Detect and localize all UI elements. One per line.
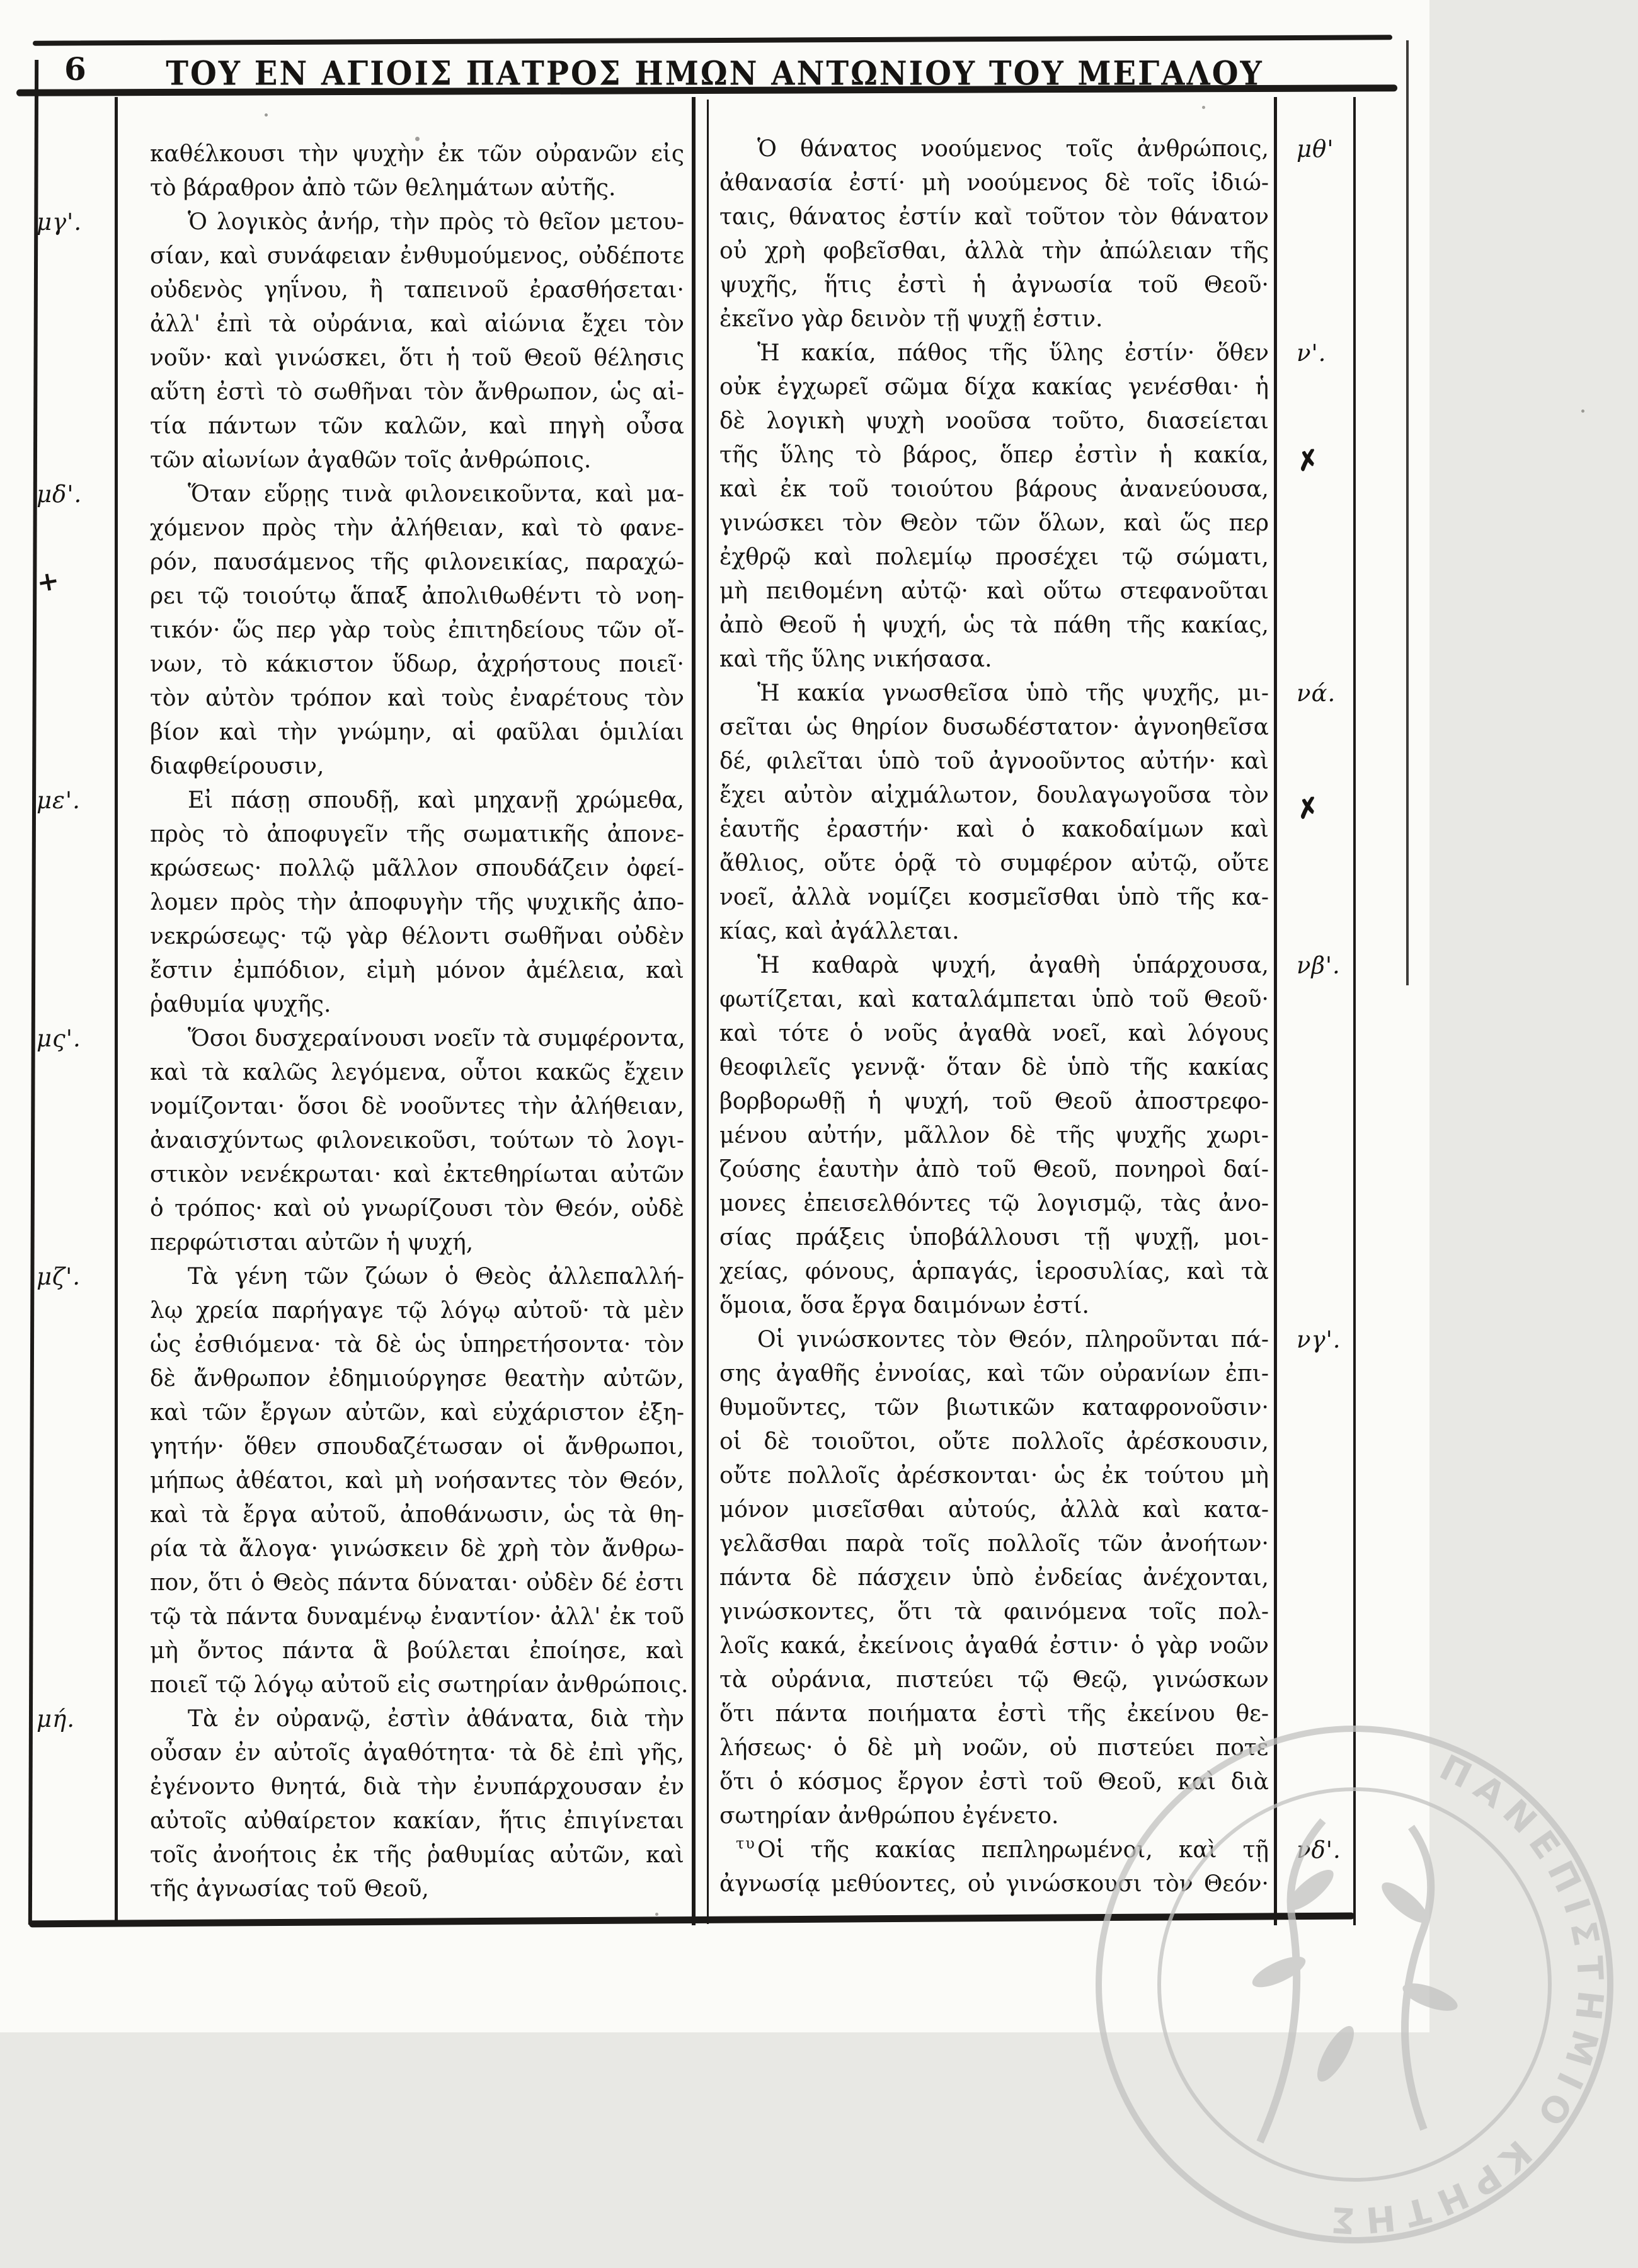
text-line: σίαν, καὶ συνάφειαν ἐνθυμούμενος, οὐδέποτε	[150, 243, 684, 269]
page-edge-rule	[1406, 40, 1409, 985]
text-line: καὶ ἐκ τοῦ τοιούτου βάρους ἀνανεύουσα,	[719, 476, 1269, 502]
text-line: στικὸν νενέκρωται· καὶ ἐκτεθηρίωται αὐτῶν	[150, 1162, 684, 1188]
text-line: Οἱ γινώσκοντες τὸν Θεόν, πληροῦνται πά-	[757, 1327, 1269, 1353]
center-column-rule-thin	[707, 100, 709, 1924]
text-line: ῥαθυμία ψυχῆς.	[150, 992, 331, 1017]
text-line: ὅτι ὁ κόσμος ἔργον ἐστὶ τοῦ Θεοῦ, καὶ διὰ	[719, 1769, 1269, 1795]
text-line: μένου αὐτήν, μᾶλλον δὲ τῆς ψυχῆς χωρι-	[719, 1123, 1269, 1148]
scan-noise	[265, 113, 268, 117]
page-number: 6	[64, 50, 86, 88]
text-line: οὖσαν ἐν αὐτοῖς ἀγαθότητα· τὰ δὲ ἐπὶ γῆς,	[150, 1740, 684, 1766]
text-line: ἐκεῖνο γὰρ δεινὸν τῇ ψυχῇ ἐστιν.	[719, 306, 1103, 332]
margin-section-number: μθ'	[1297, 135, 1334, 163]
center-column-rule	[692, 97, 696, 1925]
text-line: αὕτη ἐστὶ τὸ σωθῆναι τὸν ἄνθρωπον, ὡς αἰ-	[150, 379, 684, 405]
text-line: νεκρώσεως· τῷ γὰρ θέλοντι σωθῆναι οὐδὲν	[150, 924, 684, 949]
text-line: ἀγνωσίᾳ μεθύοντες, οὐ γινώσκουσι τὸν Θεόν·	[719, 1871, 1269, 1897]
text-line: ρει τῷ τοιούτῳ ἅπαξ ἀπολιθωθέντι τὸ νοη-	[150, 583, 684, 609]
margin-section-number: μς'.	[37, 1025, 81, 1052]
text-line: Ὁ λογικὸς ἀνήρ, τὴν πρὸς τὸ θεῖον μετου-	[188, 209, 684, 235]
text-line: Οἱ τῆς κακίας πεπληρωμένοι, καὶ τῇ	[757, 1837, 1269, 1863]
text-line: πάντα δὲ πάσχειν ὑπὸ ἐνδείας ἀνέχονται,	[719, 1565, 1269, 1591]
text-line: ἔστιν ἐμπόδιον, εἰμὴ μόνον ἀμέλεια, καὶ	[150, 958, 684, 983]
text-line: μὴ πειθομένη αὐτῷ· καὶ οὕτω στεφανοῦται	[719, 578, 1269, 604]
text-line: τῆς ὕλης τὸ βάρος, ὅπερ ἐστὶν ἡ κακία,	[719, 442, 1269, 468]
text-line: ζούσης ἑαυτὴν ἀπὸ τοῦ Θεοῦ, πονηροὶ δαί-	[719, 1157, 1269, 1183]
olive-branch-icon	[1405, 1827, 1431, 2129]
text-line: Τὰ ἐν οὐρανῷ, ἐστὶν ἀθάνατα, διὰ τὴν	[188, 1706, 684, 1732]
text-line: θυμοῦντες, τῶν βιωτικῶν καταφρονοῦσιν·	[719, 1395, 1269, 1421]
text-line: διαφθείρουσιν,	[150, 753, 324, 779]
text-line: Εἰ πάσῃ σπουδῇ, καὶ μηχανῇ χρώμεθα,	[188, 788, 684, 813]
text-line: τὰ οὐράνια, πιστεύει τῷ Θεῷ, γινώσκων	[719, 1667, 1269, 1693]
library-stamp-watermark	[1071, 1701, 1638, 2268]
text-line: ὅμοια, ὅσα ἔργα δαιμόνων ἐστί.	[719, 1293, 1089, 1319]
text-line: κρώσεως· πολλῷ μᾶλλον σπουδάζειν ὀφεί-	[150, 856, 684, 881]
text-line: Ὅταν εὕρῃς τινὰ φιλονεικοῦντα, καὶ μα-	[188, 481, 684, 507]
right-margin-outer-rule	[1353, 97, 1356, 1925]
text-line: οὔτε πολλοῖς ἀρέσκονται· ὡς ἐκ τούτου μὴ	[719, 1463, 1269, 1489]
margin-section-number: νβ'.	[1297, 952, 1341, 979]
text-line: ρία τὰ ἄλογα· γινώσκειν δὲ χρὴ τὸν ἄνθρω-	[150, 1536, 684, 1562]
text-line: ἀθανασία ἐστί· μὴ νοούμενος δὲ τοῖς ἰδιώ-	[719, 170, 1269, 196]
margin-cross-mark: ✗	[1294, 443, 1322, 478]
text-line: ἀπὸ Θεοῦ ἡ ψυχή, ὡς τὰ πάθη τῆς κακίας,	[719, 612, 1269, 638]
margin-section-number: νγ'.	[1297, 1326, 1341, 1353]
text-line: ρόν, παυσάμενος τῆς φιλονεικίας, παραχώ-	[150, 549, 684, 575]
text-line: δὲ ἄνθρωπον ἐδημιούργησε θεατὴν αὐτῶν,	[150, 1366, 684, 1392]
text-line: ὡς ἐσθιόμενα· τὰ δὲ ὡς ὑπηρετήσοντα· τὸν	[150, 1332, 684, 1358]
text-line: γινώσκοντες, ὅτι τὰ φαινόμενα τοῖς πολ-	[719, 1599, 1269, 1625]
text-line: Ἡ κακία, πάθος τῆς ὕλης ἐστίν· ὅθεν	[757, 340, 1269, 366]
running-title: ΤΟΥ ΕΝ ΑΓΙΟΙΣ ΠΑΤΡΟΣ ΗΜΩΝ ΑΝΤΩΝΙΟΥ ΤΟΥ ΜΕΓΑΛΟΥ	[166, 54, 1264, 93]
text-line: ἐγένοντο θνητά, διὰ τὴν ἐνυπάρχουσαν ἐν	[150, 1774, 684, 1800]
text-line: καὶ τὰ καλῶς λεγόμενα, οὗτοι κακῶς ἔχειν	[150, 1060, 684, 1085]
svg-text:ΠΑΝΕΠΙΣΤΗΜΙΟ ΚΡΗΤΗΣ: ΠΑΝΕΠΙΣΤΗΜΙΟ ΚΡΗΤΗΣ	[1321, 1747, 1611, 2242]
text-line: λοῖς κακά, ἐκείνοις ἀγαθά ἐστιν· ὁ γὰρ νοῶν	[719, 1633, 1269, 1659]
text-line: πρὸς τὸ ἀποφυγεῖν τῆς σωματικῆς ἀπονε-	[150, 822, 684, 847]
margin-section-number: μγ'.	[37, 209, 83, 236]
margin-section-number: μδ'.	[37, 481, 83, 508]
left-text-column	[150, 137, 689, 1906]
right-margin-rule	[1274, 97, 1277, 1925]
text-line: τικόν· ὥς περ γὰρ τοὺς ἐπιτηδείους τῶν οἴ-	[150, 617, 684, 643]
text-line: σωτηρίαν ἀνθρώπου ἐγένετο.	[719, 1803, 1059, 1829]
text-line: δὲ λογικὴ ψυχὴ νοοῦσα τοῦτο, διασείεται	[719, 408, 1269, 434]
text-line: νοῦν· καὶ γινώσκει, ὅτι ἡ τοῦ Θεοῦ θέλησις	[150, 345, 684, 371]
text-line: Ἡ κακία γνωσθεῖσα ὑπὸ τῆς ψυχῆς, μι-	[757, 680, 1269, 706]
text-line: ἀναισχύντως φιλονεικοῦσι, τούτων τὸ λογι-	[150, 1128, 684, 1154]
text-line: τῷ τὰ πάντα δυναμένῳ ἐναντίον· ἀλλ' ἐκ τοῦ	[150, 1604, 684, 1630]
text-line: χόμενον πρὸς τὴν ἀλήθειαν, καὶ τὸ φανε-	[150, 515, 684, 541]
text-line: τῆς ἀγνωσίας τοῦ Θεοῦ,	[150, 1876, 429, 1902]
text-line: ἑαυτῆς ἐραστήν· καὶ ὁ κακοδαίμων καὶ	[719, 816, 1269, 842]
text-line: γητήν· ὅθεν σπουδαζέτωσαν οἱ ἄνθρωποι,	[150, 1434, 684, 1460]
text-line: ἀλλ' ἐπὶ τὰ οὐράνια, καὶ αἰώνια ἔχει τὸν	[150, 311, 684, 337]
text-line: ἔχει αὐτὸν αἰχμάλωτον, δουλαγωγοῦσα τὸν	[719, 782, 1269, 808]
text-line: Τὰ γένη τῶν ζώων ὁ Θεὸς ἀλλεπαλλή-	[188, 1264, 684, 1290]
text-line: οὐ χρὴ φοβεῖσθαι, ἀλλὰ τὴν ἀπώλειαν τῆς	[719, 238, 1269, 264]
text-line: λῳ χρεία παρήγαγε τῷ λόγῳ αὐτοῦ· τὰ μὲν	[150, 1298, 684, 1324]
text-line: τοῖς ἀνοήτοις ἐκ τῆς ῥαθυμίας αὐτῶν, καὶ	[150, 1842, 684, 1868]
text-line: γελᾶσθαι παρὰ τοῖς πολλοῖς τῶν ἀνοήτων·	[719, 1531, 1269, 1557]
text-line: κίας, καὶ ἀγάλλεται.	[719, 919, 959, 944]
text-line: πον, ὅτι ὁ Θεὸς πάντα δύναται· οὐδὲν δέ ἐστι	[150, 1570, 684, 1596]
text-line: τὸ βάραθρον ἀπὸ τῶν θελημάτων αὐτῆς.	[150, 175, 616, 201]
text-line: καὶ τῆς ὕλης νικήσασα.	[719, 646, 992, 672]
text-line: ὅτι πάντα ποιήματα ἐστὶ τῆς ἐκείνου θε-	[719, 1701, 1269, 1727]
text-line: ταις, θάνατος ἐστίν καὶ τοῦτον τὸν θάνατον	[719, 204, 1269, 230]
margin-section-number: μζ'.	[37, 1263, 81, 1290]
text-line: νομίζονται· ὅσοι δὲ νοοῦντες τὴν ἀλήθειαν,	[150, 1094, 684, 1120]
top-border-rule	[33, 35, 1392, 45]
text-line: ὁ τρόπος· καὶ οὐ γνωρίζουσι τὸν Θεόν, οὐδὲ	[150, 1196, 684, 1222]
text-line: σης ἀγαθῆς ἐννοίας, καὶ τῶν οὐρανίων ἐπι-	[719, 1361, 1269, 1387]
margin-section-number: ν'.	[1297, 340, 1327, 367]
text-line: ἐχθρῷ καὶ πολεμίῳ προσέχει τῷ σώματι,	[719, 544, 1269, 570]
text-line: ψυχῆς, ἥτις ἐστὶ ἡ ἀγνωσία τοῦ Θεοῦ·	[719, 272, 1269, 298]
text-line: καὶ τὰ ἔργα αὐτοῦ, ἀποθάνωσιν, ὡς τὰ θη-	[150, 1502, 684, 1528]
text-line: βίον καὶ τὴν γνώμην, αἱ φαῦλαι ὁμιλίαι	[150, 719, 684, 745]
text-line: περφώτισται αὐτῶν ἡ ψυχή,	[150, 1230, 474, 1256]
text-line: ἄθλιος, οὔτε ὁρᾷ τὸ συμφέρον αὐτῷ, οὔτε	[719, 850, 1269, 876]
text-line: καθέλκουσι τὴν ψυχὴν ἐκ τῶν οὐρανῶν εἰς	[150, 141, 684, 167]
margin-cross-mark: +	[34, 564, 62, 598]
text-line: οὐδενὸς γηΐνου, ἢ ταπεινοῦ ἐρασθήσεται·	[150, 277, 684, 303]
text-line: νοεῖ, ἀλλὰ νομίζει κοσμεῖσθαι ὑπὸ τῆς κα-	[719, 885, 1269, 910]
text-line: χείας, φόνους, ἁρπαγάς, ἱεροσυλίας, καὶ τὰ	[719, 1259, 1269, 1285]
text-line: δέ, φιλεῖται ὑπὸ τοῦ ἀγνοοῦντος αὐτήν· καὶ	[719, 748, 1269, 774]
text-line: μονες ἐπεισελθόντες τῷ λογισμῷ, τὰς ἀνο-	[719, 1191, 1269, 1217]
text-line: λήσεως· ὁ δὲ μὴ νοῶν, οὐ πιστεύει ποτὲ	[719, 1735, 1269, 1761]
margin-cross-mark: ✗	[1294, 791, 1322, 825]
text-line: νων, τὸ κάκιστον ὕδωρ, ἀχρήστους ποιεῖ·	[150, 651, 684, 677]
text-line: καὶ τῶν ἔργων αὐτῶν, καὶ εὐχάριστον ἐξη-	[150, 1400, 684, 1426]
text-line: μὴ ὄντος πάντα ἃ βούλεται ἐποίησε, καὶ	[150, 1638, 684, 1664]
text-line: μήπως ἀθέατοι, καὶ μὴ νοήσαντες τὸν Θεόν,	[150, 1468, 684, 1494]
left-edge-rule	[28, 60, 38, 1925]
text-line: οἱ δὲ τοιοῦτοι, οὔτε πολλοῖς ἀρέσκουσιν,	[719, 1429, 1269, 1455]
margin-section-number: νά.	[1297, 680, 1336, 707]
text-line: φωτίζεται, καὶ καταλάμπεται ὑπὸ τοῦ Θεοῦ·	[719, 987, 1269, 1012]
text-line: Ἡ καθαρὰ ψυχή, ἀγαθὴ ὑπάρχουσα,	[757, 953, 1269, 978]
text-line: βορβορωθῇ ἡ ψυχή, τοῦ Θεοῦ ἀποστρεφο-	[719, 1089, 1269, 1114]
text-line: τία πάντων τῶν καλῶν, καὶ πηγὴ οὖσα	[150, 413, 684, 439]
margin-section-number: με'.	[37, 787, 81, 814]
text-line: Ὁ θάνατος νοούμενος τοῖς ἀνθρώποις,	[757, 136, 1269, 162]
text-line: θεοφιλεῖς γεννᾷ· ὅταν δὲ ὑπὸ τῆς κακίας	[719, 1055, 1269, 1080]
margin-section-number: μή.	[37, 1705, 75, 1732]
interlinear-correction: τυ	[736, 1835, 756, 1852]
left-margin-rule	[115, 97, 118, 1925]
text-line: σίας πράξεις ὑποβάλλουσι τῇ ψυχῇ, μοι-	[719, 1225, 1269, 1251]
text-line: οὐκ ἐγχωρεῖ σῶμα δίχα κακίας γενέσθαι· ἡ	[719, 374, 1269, 400]
text-line: τῶν αἰωνίων ἀγαθῶν τοῖς ἀνθρώποις.	[150, 447, 592, 473]
text-line: λομεν πρὸς τὴν ἀποφυγὴν τῆς ψυχικῆς ἀπο-	[150, 890, 684, 915]
text-line: Ὅσοι δυσχεραίνουσι νοεῖν τὰ συμφέροντα,	[188, 1026, 685, 1051]
text-line: αὐτοῖς αὐθαίρετον κακίαν, ἥτις ἐπιγίνεται	[150, 1808, 684, 1834]
margin-section-number: νδ'.	[1297, 1836, 1341, 1864]
text-line: γινώσκει τὸν Θεὸν τῶν ὅλων, καὶ ὥς περ	[719, 510, 1269, 536]
text-line: καὶ τότε ὁ νοῦς ἀγαθὰ νοεῖ, καὶ λόγους	[719, 1021, 1269, 1046]
right-text-column	[719, 132, 1269, 1901]
text-line: μόνον μισεῖσθαι αὐτούς, ἀλλὰ καὶ κατα-	[719, 1497, 1269, 1523]
text-line: τὸν αὐτὸν τρόπον καὶ τοὺς ἐναρέτους τὸν	[150, 685, 684, 711]
text-line: ποιεῖ τῷ λόγῳ αὐτοῦ εἰς σωτηρίαν ἀνθρώποις.	[150, 1672, 689, 1698]
text-line: σεῖται ὡς θηρίον δυσωδέστατον· ἀγνοηθεῖσα	[719, 714, 1269, 740]
